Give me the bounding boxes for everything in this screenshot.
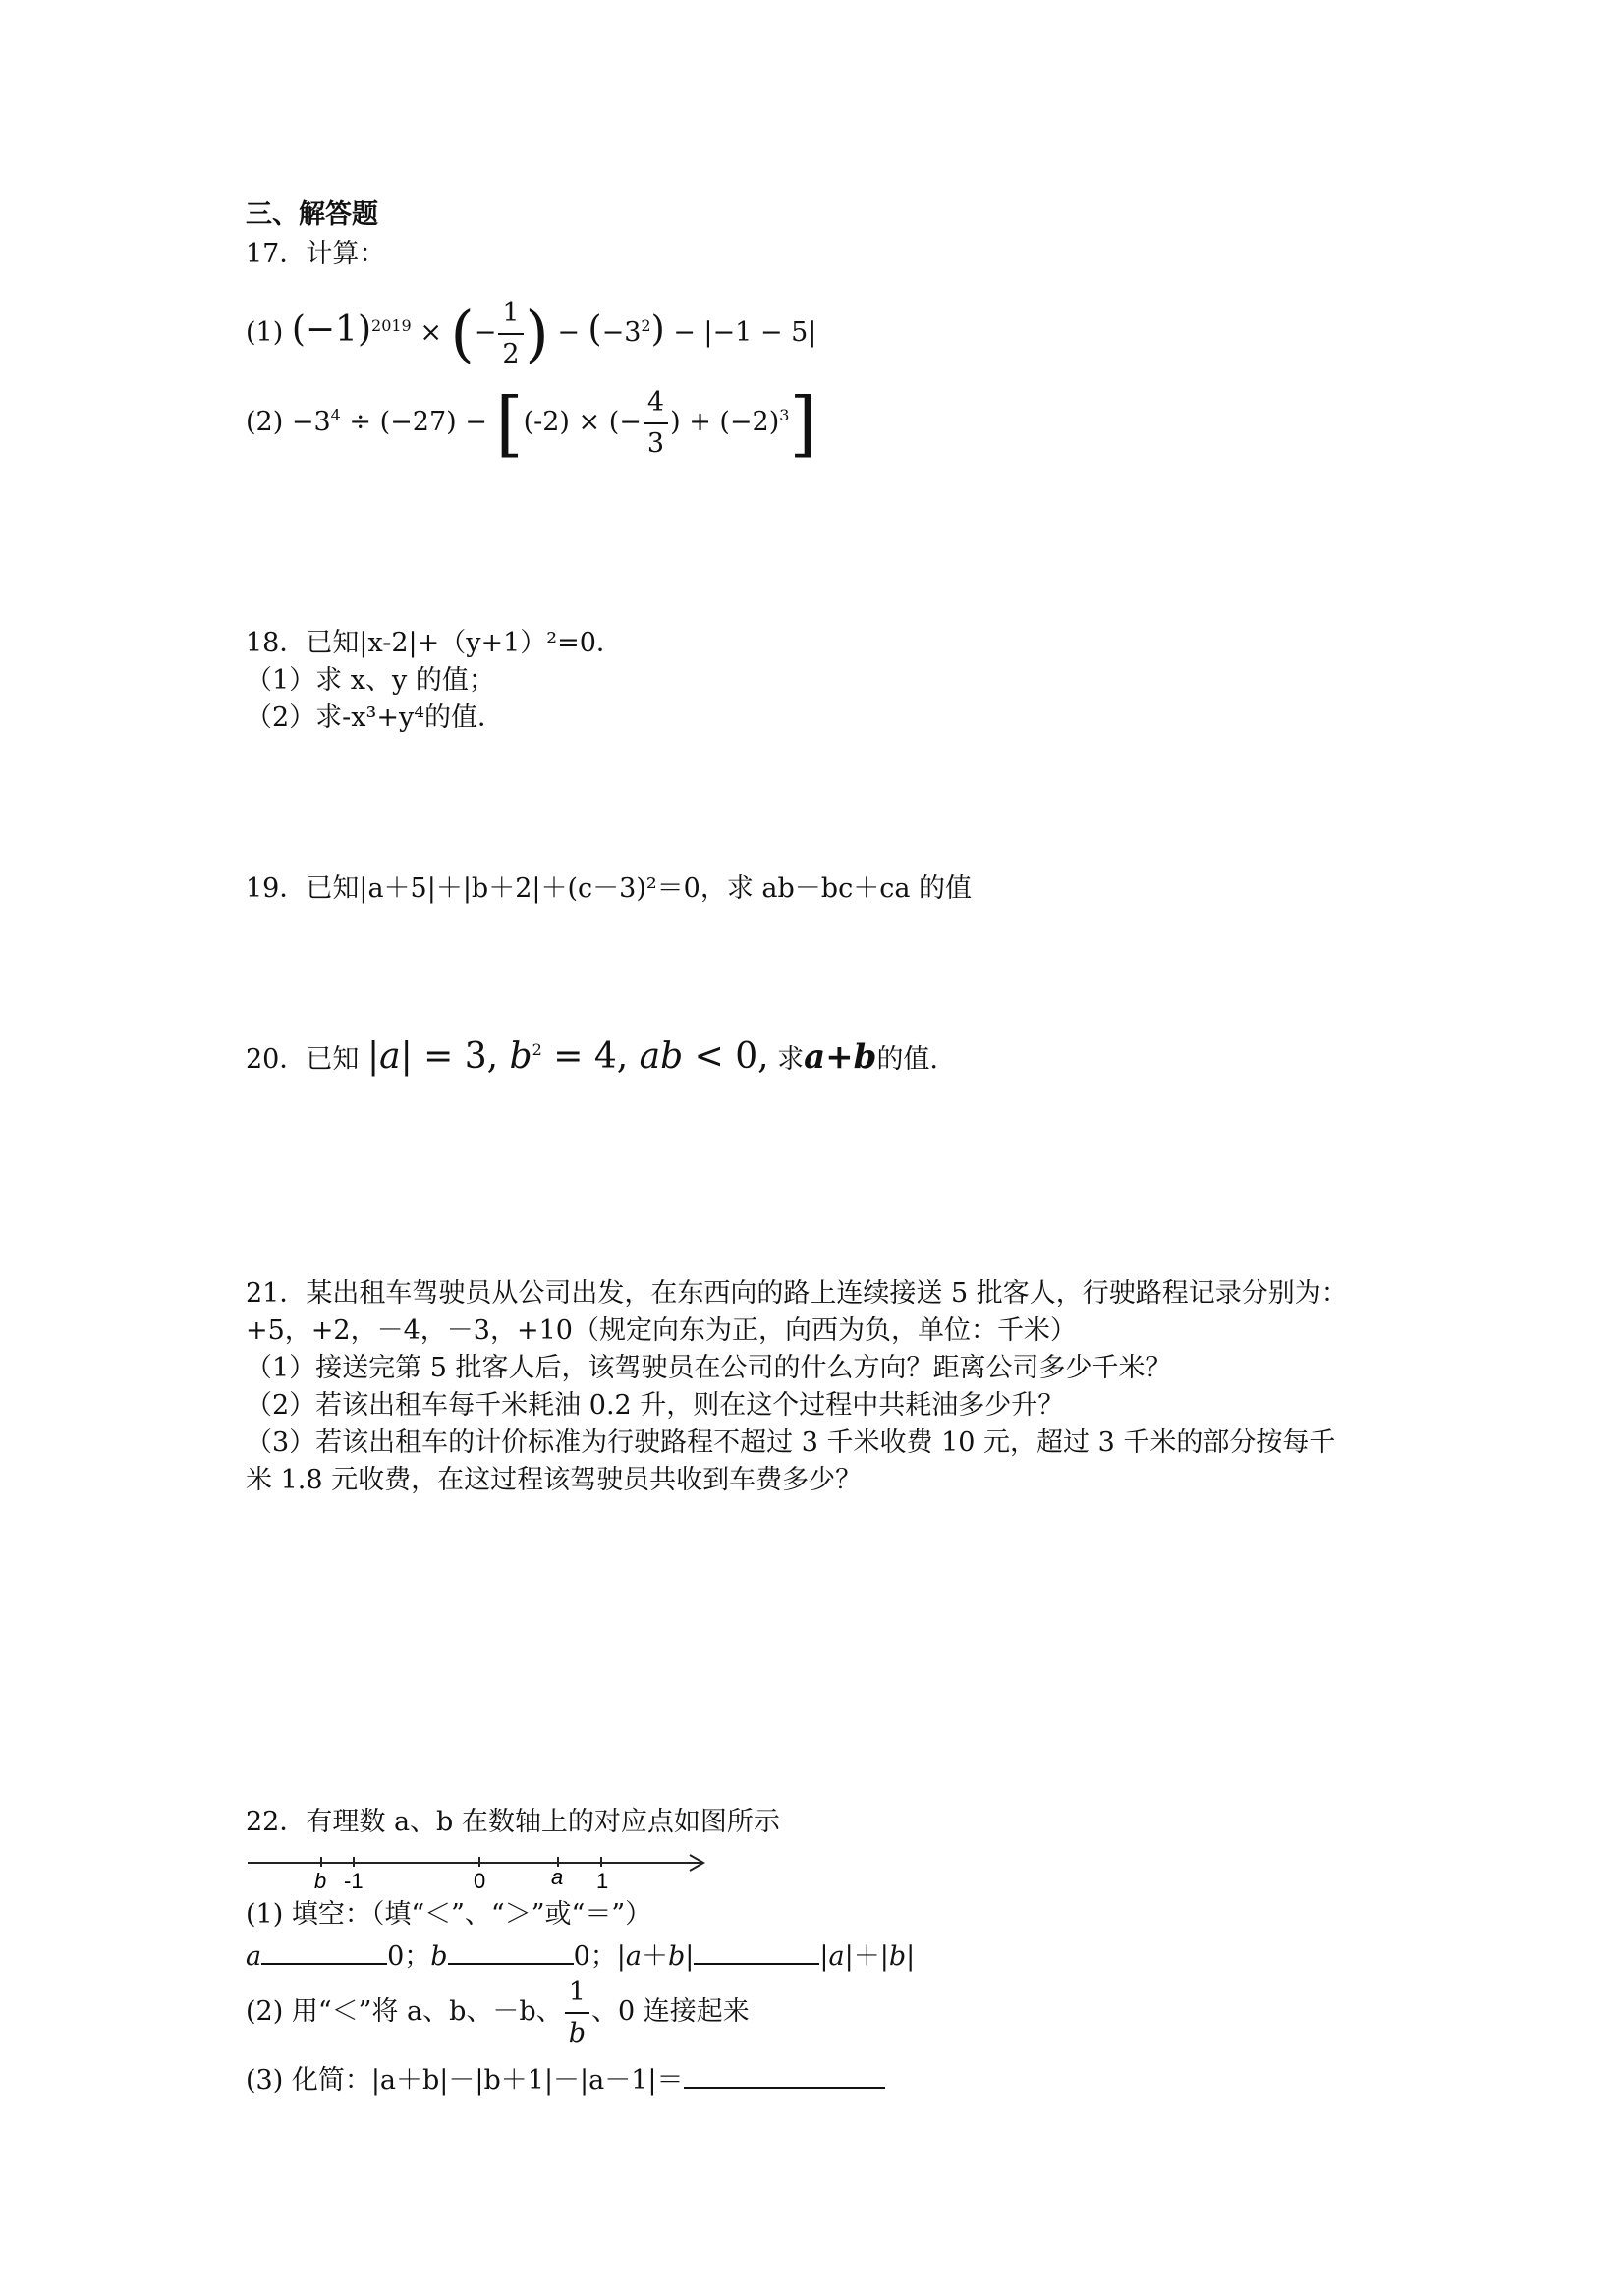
q21-part2: （2）若该出租车每千米耗油 0.2 升，则在这个过程中共耗油多少升？ <box>246 1390 1065 1421</box>
q19-stem: 19．已知|a＋5|＋|b＋2|＋(c－3)²＝0，求 ab－bc＋ca 的值 <box>246 873 973 904</box>
q21-part3-line1: （3）若该出租车的计价标准为行驶路程不超过 3 千米收费 10 元，超过 3 千米的部分按每千 <box>246 1428 1336 1458</box>
blank-a[interactable] <box>261 1937 387 1965</box>
label-neg-one: -1 <box>344 1869 364 1893</box>
q20-suffix: 的值. <box>876 1044 939 1075</box>
blank-simplify[interactable] <box>684 2061 885 2089</box>
q21-line1: 21．某出租车驾驶员从公司出发，在东西向的路上连续接送 5 批客人，行驶路程记录分别为： <box>246 1278 1348 1309</box>
q22-stem: 22．有理数 a、b 在数轴上的对应点如图所示 <box>246 1807 780 1837</box>
q22-part1: (1) 填空：（填“＜”、“＞”或“＝”） <box>246 1899 652 1930</box>
section-title: 三、解答题 <box>246 199 378 230</box>
q22-part2-prefix: (2) 用“＜”将 a、b、－b、 <box>246 1996 563 2027</box>
blank-b[interactable] <box>448 1937 574 1965</box>
label-one: 1 <box>596 1869 609 1893</box>
label-b: b <box>314 1869 327 1893</box>
q20-target: a+b <box>804 1037 877 1077</box>
q21-line2: +5，+2，－4，－3，+10（规定向东为正，向西为负，单位：千米） <box>246 1316 1077 1346</box>
q18-part1: （1）求 x、y 的值； <box>246 665 495 696</box>
number-line <box>246 1847 717 1896</box>
q17-part1-label: (1) <box>246 317 284 348</box>
q20-prefix: 20．已知 <box>246 1044 360 1075</box>
q22-part3-text: (3) 化简：|a＋b|－|b＋1|－|a－1|＝ <box>246 2065 684 2096</box>
q17-part2-label: (2) <box>246 407 284 437</box>
q22-part2-suffix: 、0 连接起来 <box>590 1996 750 2027</box>
q22-fill-row: a 0；b 0；|a＋b| |a|＋|b| <box>246 1937 915 1976</box>
fraction-one-over-b: $\frac{1}{b}$ <box>565 1973 589 2053</box>
q18-part2: （2）求-x³+y⁴的值． <box>246 702 505 733</box>
q20-stem <box>246 1026 938 1085</box>
q18-stem: 18．已知|x-2|+（y+1）²=0． <box>246 628 623 658</box>
q22-part2 <box>246 1971 750 2053</box>
blank-abs[interactable] <box>694 1937 819 1965</box>
q17-part2-expression: $-3^4 \div (-27) - [(-2)$ × (− $\frac{4}{3}$ ) + $(-2)^3$] <box>291 381 817 465</box>
q17-part2 <box>246 373 817 465</box>
q22-part3 <box>246 2061 885 2100</box>
q21-part1: （1）接送完第 5 批客人后，该驾驶员在公司的什么方向？距离公司多少千米？ <box>246 1353 1172 1383</box>
q21-part3-line2: 米 1.8 元收费，在这过程该驾驶员共收到车费多少？ <box>246 1465 863 1495</box>
q17-part1 <box>246 287 817 369</box>
label-zero: 0 <box>474 1869 486 1893</box>
q20-condition: |a| = 3, $b^2 = 4$, ab < 0, <box>366 1036 769 1077</box>
q17-stem: 17．计算： <box>246 239 386 269</box>
label-a: a <box>551 1865 564 1889</box>
q17-part1-expression: $(-1)^{2019}$ × (− $\frac{1}{2}$ ) − $(-3^2) - |-1 - 5|$ <box>292 317 817 348</box>
q20-mid: 求 <box>777 1044 805 1075</box>
